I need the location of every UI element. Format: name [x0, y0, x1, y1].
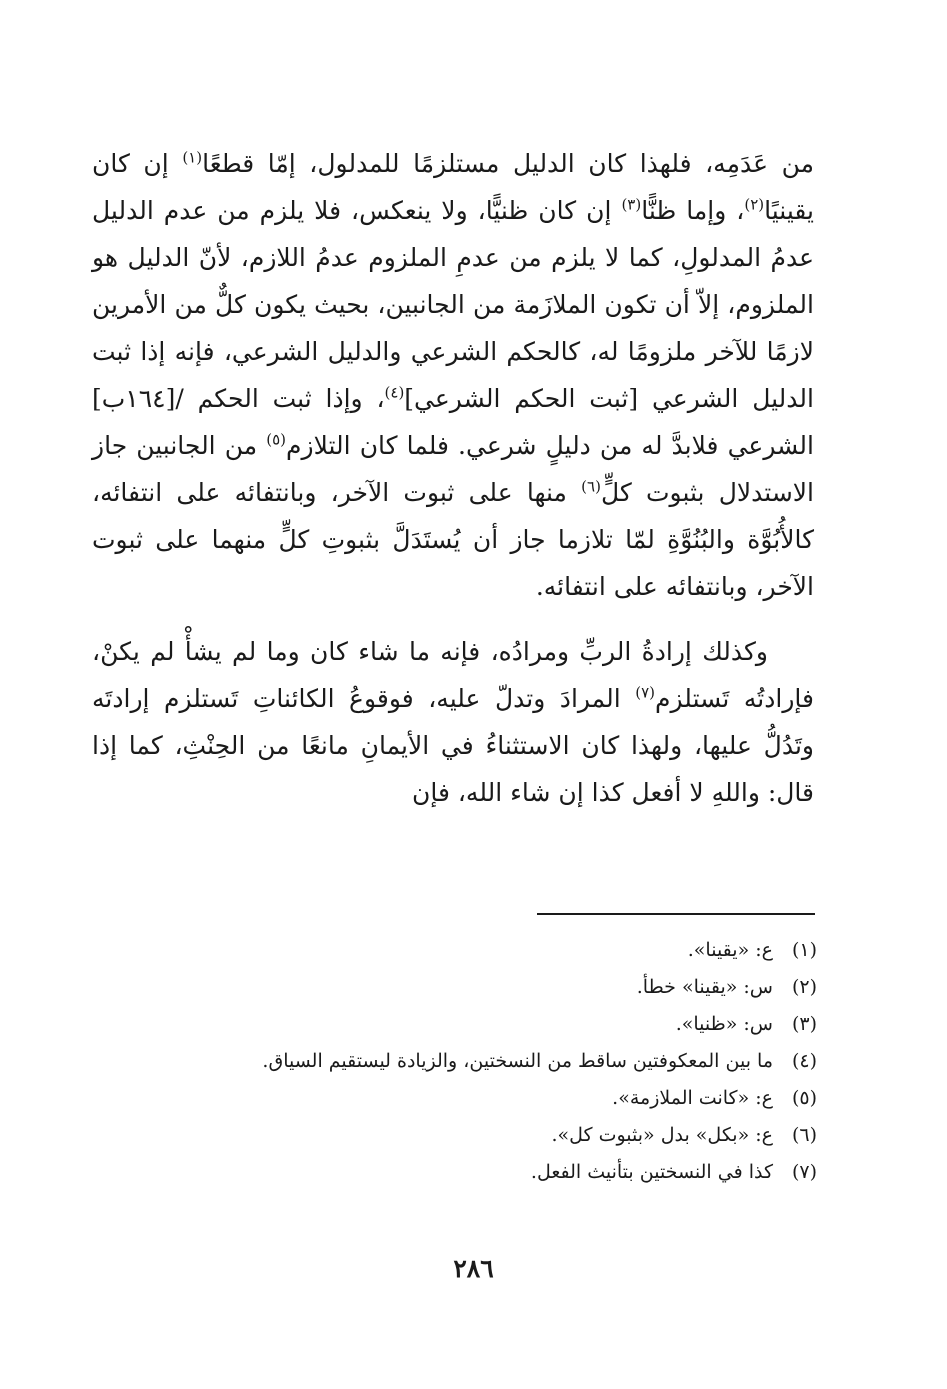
text-run: إن كان يقينيًا — [92, 149, 814, 225]
footnote-marker: (٣) — [621, 195, 642, 214]
footnote-text: س: «ظنيا». — [675, 1013, 773, 1035]
text-run: من عَدَمِه، فلهذا كان الدليل مستلزمًا للمدلول، إمّا قطعًا — [202, 149, 814, 178]
footnote-item — [92, 969, 817, 1006]
footnote-text: س: «يقينا» خطأ. — [636, 976, 773, 998]
footnote-text: كذا في النسختين بتأنيث الفعل. — [530, 1161, 773, 1183]
footnote-item — [92, 1080, 817, 1117]
footnote-item — [92, 932, 817, 969]
footnote-item — [92, 1006, 817, 1043]
footnote-marker: (٧) — [635, 683, 656, 702]
page-number: ٢٨٦ — [453, 1254, 494, 1283]
paragraph-2 — [92, 628, 814, 816]
footnote-marker: (٥) — [266, 430, 287, 449]
main-text-block — [92, 140, 814, 816]
footnote-marker: (٦) — [581, 477, 601, 496]
footnote-separator — [537, 913, 815, 915]
footnote-number: (٣) — [791, 1013, 817, 1035]
footnote-marker: (٢) — [744, 195, 765, 214]
text-run: وكذلك إرادةُ الربِّ ومرادُه، فإنه ما شاء كان وما لم يشأْ لم يكنْ، فإرادتُه تَستلزم — [92, 637, 814, 713]
footnotes-list — [92, 932, 817, 1191]
paragraph-1 — [92, 140, 814, 610]
footnote-text: ع: «كانت الملازمة». — [612, 1087, 773, 1109]
text-run: ، وإما ظنًّا — [641, 196, 745, 225]
text-run: من الجانبين جاز الاستدلال بثبوت كلٍّ — [92, 431, 814, 507]
text-run: ، وإذا ثبت الحكم /[١٦٤ب] الشرعي فلابدَّ له من دليلٍ شرعي. فلما كان التلازم — [92, 384, 814, 460]
footnote-number: (٥) — [791, 1087, 817, 1109]
footnote-number: (٤) — [791, 1050, 817, 1072]
footnote-item — [92, 1043, 817, 1080]
footnote-item — [92, 1117, 817, 1154]
footnote-number: (٦) — [791, 1124, 817, 1146]
footnote-text: ع: «يقينا». — [687, 939, 773, 961]
footnote-text: ع: «بكل» بدل «بثبوت كل». — [551, 1124, 773, 1146]
footnote-number: (٧) — [791, 1161, 817, 1183]
footnote-item — [92, 1154, 817, 1191]
footnote-number: (٢) — [791, 976, 817, 998]
footnote-text: ما بين المعكوفتين ساقط من النسختين، والزيادة ليستقيم السياق. — [262, 1050, 773, 1072]
footnote-marker: (٤) — [384, 383, 405, 402]
text-run: إن كان ظنيًّا، ولا ينعكس، فلا يلزم من عدم الدليل عدمُ المدلولِ، كما لا يلزم من عدمِ الملزوم عدمُ اللازم، لأنّ الدليل هو الملزوم، إلاّ أن تكون الملازَمة من الجانبين، بحيث يكون كلٌّ من الأمرين لازمًا للآخر ملزومًا له، كالحكم الشرعي والدليل الشرعي، فإنه إذا ثبت الدليل الشرعي [ثبت الحكم الشرعي] — [92, 196, 814, 413]
footnote-number: (١) — [791, 939, 817, 961]
footnote-marker: (١) — [182, 148, 203, 167]
text-run: منها على ثبوت الآخر، وبانتفائه على انتفائه، كالأُبُوَّة والبُنُوَّةِ لمّا تلازما جاز أن يُستَدَلَّ بثبوتِ كلٍّ منهما على ثبوت الآخر، وبانتفائه على انتفائه. — [92, 478, 814, 601]
text-run: المرادَ وتدلّ عليه، فوقوعُ الكائناتِ تَستلزم إرادتَه وتَدُلُّ عليها، ولهذا كان الاستثناءُ في الأيمانِ مانعًا من الحِنْثِ، كما إذا قال: واللهِ لا أفعل كذا إن شاء الله، فإن — [92, 684, 814, 807]
